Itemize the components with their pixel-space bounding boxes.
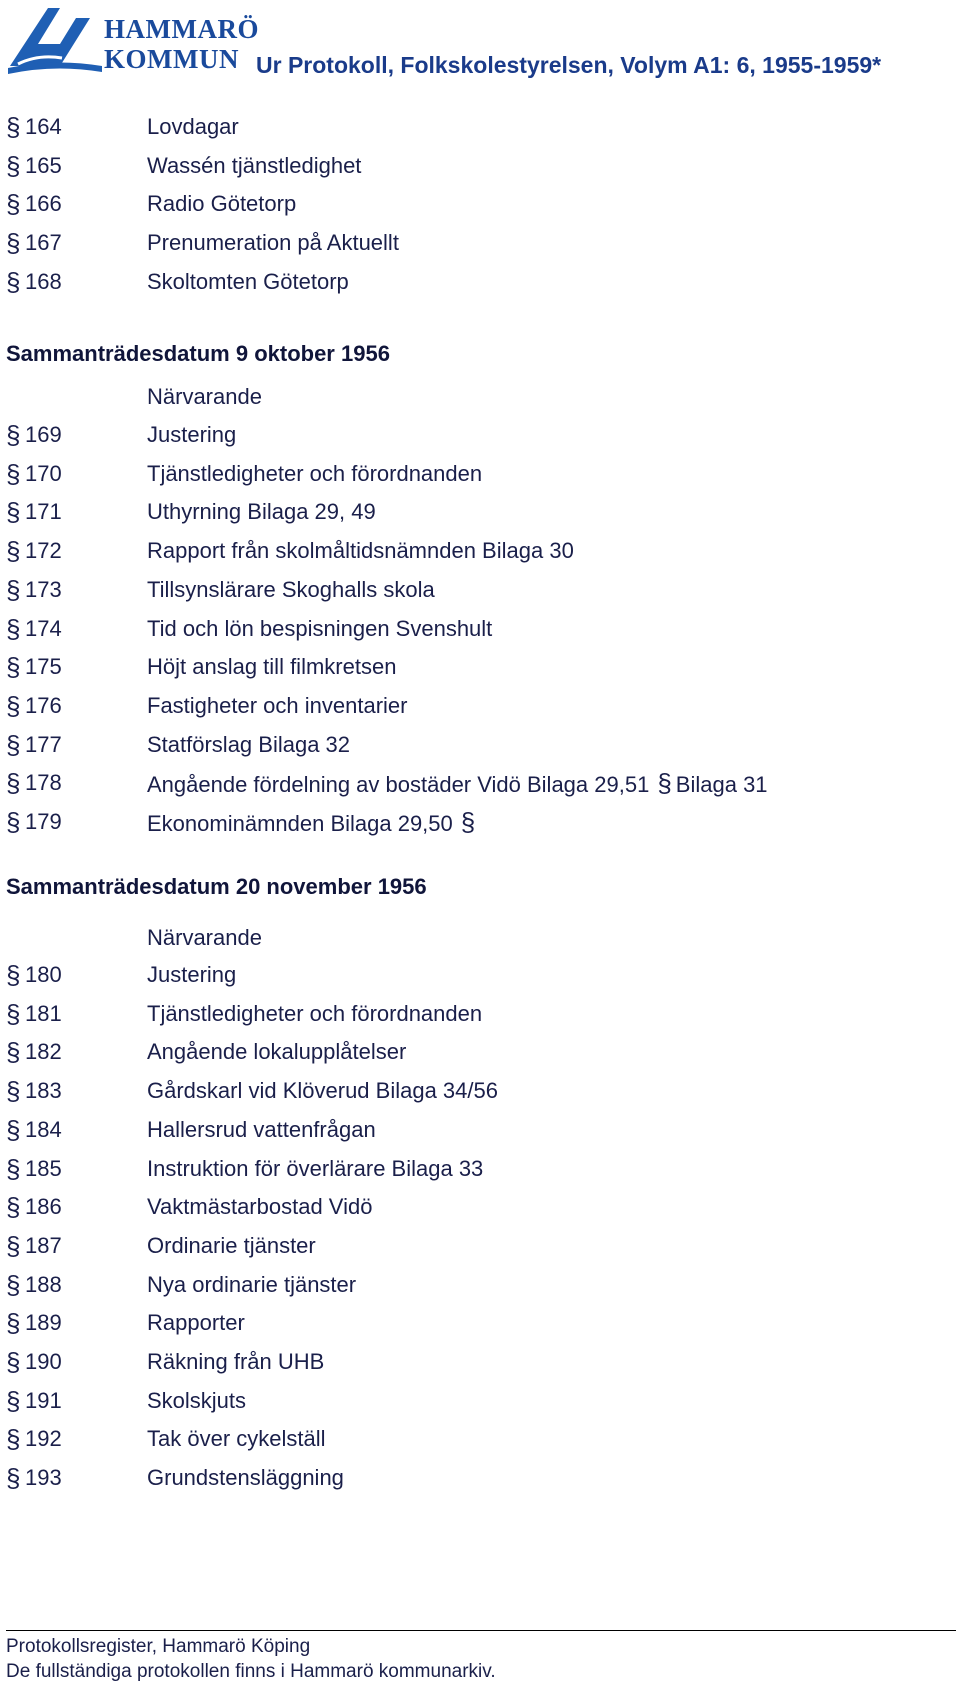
paragraph-number: 171: [25, 499, 62, 524]
paragraph-title-text: Tjänstledigheter och förordnanden: [147, 1001, 483, 1026]
section-sign-icon: §: [6, 768, 21, 798]
paragraph-number: 169: [25, 422, 62, 447]
paragraph-number: 170: [25, 461, 62, 486]
paragraph-number: 166: [25, 191, 62, 216]
paragraph-title: [147, 957, 236, 993]
logo-mark-icon: [8, 4, 104, 74]
paragraph-number: 167: [25, 230, 62, 255]
hammaro-kommun-logo: [8, 4, 259, 78]
paragraph-title-text: Uthyrning Bilaga 29, 49: [147, 499, 376, 524]
section-sign-icon: §: [6, 536, 21, 566]
paragraph-title-text: Instruktion för överlärare Bilaga 33: [147, 1156, 484, 1181]
footer-register-line: Protokollsregister, Hammarö Köping: [6, 1636, 311, 1657]
section-sign-icon: §: [6, 1076, 21, 1106]
paragraph-title: [147, 804, 479, 842]
paragraph-title-text: Tillsynslärare Skoghalls skola: [147, 577, 435, 602]
section-sign-icon: §: [6, 267, 21, 297]
paragraph-number: 164: [25, 114, 62, 139]
paragraph-title-text: Hallersrud vattenfrågan: [147, 1117, 376, 1142]
section-sign-icon: §: [6, 1192, 21, 1222]
paragraph-title: [147, 1228, 316, 1264]
paragraph-number: 190: [25, 1349, 62, 1374]
section-sign-icon: §: [6, 497, 21, 527]
paragraph-title: [147, 1267, 356, 1303]
paragraph-title-text: Angående lokalupplåtelser: [147, 1039, 407, 1064]
section-sign-icon: §: [6, 189, 21, 219]
section-sign-icon: §: [6, 1463, 21, 1493]
logo-text-kommun: KOMMUN: [104, 44, 239, 74]
inline-section-sign-icon: §: [460, 807, 476, 837]
section-sign-icon: §: [6, 730, 21, 760]
paragraph-title: [147, 727, 350, 763]
paragraph-number: 179: [25, 809, 62, 834]
section-sign-icon: §: [6, 807, 21, 837]
paragraph-title-text: Skolskjuts: [147, 1388, 247, 1413]
paragraph-number: 192: [25, 1426, 62, 1451]
paragraph-title-text: Prenumeration på Aktuellt: [147, 230, 399, 255]
paragraph-title: [147, 1034, 406, 1070]
paragraph-title: [147, 1383, 246, 1419]
paragraph-title-text: Tak över cykelställ: [147, 1426, 326, 1451]
paragraph-title: [147, 1151, 483, 1187]
paragraph-title: [147, 494, 376, 530]
paragraph-number: 183: [25, 1078, 62, 1103]
paragraph-title-text: Skoltomten Götetorp: [147, 269, 349, 294]
paragraph-title: [147, 109, 239, 145]
section-sign-icon: §: [6, 652, 21, 682]
paragraph-title-text: Höjt anslag till filmkretsen: [147, 654, 397, 679]
section-sign-icon: §: [6, 1424, 21, 1454]
footer-divider: [6, 1630, 956, 1631]
section-sign-icon: §: [6, 1154, 21, 1184]
paragraph-number: 184: [25, 1117, 62, 1142]
section-sign-icon: §: [6, 1270, 21, 1300]
paragraph-title: [147, 1073, 498, 1109]
paragraph-title: [147, 264, 349, 300]
paragraph-title-text: Ordinarie tjänster: [147, 1233, 316, 1258]
paragraph-title: [147, 1460, 344, 1496]
section-sign-icon: §: [6, 575, 21, 605]
paragraph-title: [147, 765, 768, 803]
paragraph-title-text: Nya ordinarie tjänster: [147, 1272, 357, 1297]
paragraph-number: 175: [25, 654, 62, 679]
paragraph-title: [147, 996, 482, 1032]
paragraph-title-text: Radio Götetorp: [147, 191, 297, 216]
paragraph-title: [147, 1305, 245, 1341]
section-sign-icon: §: [6, 112, 21, 142]
paragraph-number: 188: [25, 1272, 62, 1297]
paragraph-title-text: Tjänstledigheter och förordnanden: [147, 461, 483, 486]
paragraph-title: [147, 148, 361, 184]
page-header: [0, 0, 960, 90]
section-sign-icon: §: [6, 1347, 21, 1377]
paragraph-title: [147, 1421, 326, 1457]
section-sign-icon: §: [6, 1308, 21, 1338]
present-label: Närvarande: [147, 925, 262, 950]
paragraph-number: 178: [25, 770, 62, 795]
paragraph-title-text: Rapport från skolmåltidsnämnden Bilaga 30: [147, 538, 574, 563]
paragraph-title-text: Justering: [147, 962, 237, 987]
paragraph-title-text: Grundstensläggning: [147, 1465, 344, 1490]
paragraph-number: 177: [25, 732, 62, 757]
section-sign-icon: §: [6, 999, 21, 1029]
paragraph-number: 168: [25, 269, 62, 294]
section-sign-icon: §: [6, 151, 21, 181]
section-sign-icon: §: [6, 1386, 21, 1416]
paragraph-number: 187: [25, 1233, 62, 1258]
paragraph-number: 173: [25, 577, 62, 602]
paragraph-number: 172: [25, 538, 62, 563]
footer-archive-note: De fullständiga protokollen finns i Hammarö kommunarkiv.: [6, 1661, 496, 1682]
paragraph-number: 186: [25, 1194, 62, 1219]
paragraph-title: [147, 1189, 372, 1225]
document-title: Ur Protokoll, Folkskolestyrelsen, Volym A1: 6, 1955-1959*: [256, 52, 882, 78]
paragraph-number: 176: [25, 693, 62, 718]
paragraph-number: 180: [25, 962, 62, 987]
present-label: Närvarande: [147, 384, 262, 409]
paragraph-title: [147, 1344, 324, 1380]
paragraph-number: 174: [25, 616, 62, 641]
paragraph-title: [147, 649, 396, 685]
paragraph-title-text: Statförslag Bilaga 32: [147, 732, 351, 757]
paragraph-title: [147, 611, 492, 647]
paragraph-title-suffix: Bilaga 31: [675, 772, 768, 797]
paragraph-number: 185: [25, 1156, 62, 1181]
paragraph-title: [147, 688, 407, 724]
paragraph-title: [147, 1112, 376, 1148]
paragraph-title-text: Gårdskarl vid Klöverud Bilaga 34/56: [147, 1078, 498, 1103]
paragraph-title: [147, 417, 236, 453]
paragraph-title-text: Angående fördelning av bostäder Vidö Bilaga 29,51: [147, 772, 650, 797]
paragraph-title-text: Rapporter: [147, 1310, 245, 1335]
section-sign-icon: §: [6, 1037, 21, 1067]
section-sign-icon: §: [6, 614, 21, 644]
section-sign-icon: §: [6, 1115, 21, 1145]
section-sign-icon: §: [6, 1231, 21, 1261]
section-sign-icon: §: [6, 228, 21, 258]
section-sign-icon: §: [6, 420, 21, 450]
paragraph-title: [147, 456, 482, 492]
section-sign-icon: §: [6, 691, 21, 721]
paragraph-title-text: Justering: [147, 422, 237, 447]
paragraph-number: 191: [25, 1388, 62, 1413]
paragraph-title-text: Wassén tjänstledighet: [147, 153, 362, 178]
paragraph-title: [147, 225, 399, 261]
inline-section-sign-icon: §: [657, 768, 672, 798]
paragraph-number: 165: [25, 153, 62, 178]
paragraph-number: 193: [25, 1465, 62, 1490]
paragraph-title-text: Vaktmästarbostad Vidö: [147, 1194, 373, 1219]
paragraph-title-text: Ekonominämnden Bilaga 29,50: [147, 811, 453, 836]
meeting-date-heading: Sammanträdesdatum 9 oktober 1956: [6, 341, 390, 366]
section-sign-icon: §: [6, 960, 21, 990]
paragraph-number: 182: [25, 1039, 62, 1064]
paragraph-number: 181: [25, 1001, 62, 1026]
paragraph-title-text: Fastigheter och inventarier: [147, 693, 408, 718]
meeting-date-heading: Sammanträdesdatum 20 november 1956: [6, 874, 427, 899]
logo-text-hammaro: HAMMARÖ: [104, 14, 259, 44]
paragraph-title-text: Räkning från UHB: [147, 1349, 325, 1374]
section-sign-icon: §: [6, 459, 21, 489]
paragraph-title: [147, 533, 574, 569]
paragraph-title: [147, 186, 296, 222]
paragraph-title-text: Tid och lön bespisningen Svenshult: [147, 616, 493, 641]
paragraph-title: [147, 572, 435, 608]
paragraph-number: 189: [25, 1310, 62, 1335]
paragraph-title-text: Lovdagar: [147, 114, 239, 139]
